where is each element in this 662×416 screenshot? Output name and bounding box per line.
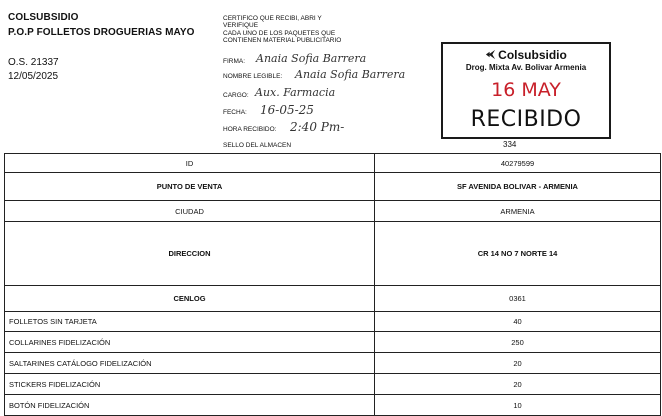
row-label: STICKERS FIDELIZACIÓN <box>5 374 375 395</box>
fecha-value: 16-05-25 <box>260 103 314 117</box>
cargo-label: CARGO: <box>223 92 249 99</box>
row-value: 40 <box>375 312 661 332</box>
table-row <box>5 374 661 395</box>
row-label: PUNTO DE VENTA <box>5 173 375 201</box>
row-label: FOLLETOS SIN TARJETA <box>5 312 375 332</box>
delivery-table <box>4 153 661 416</box>
row-label: DIRECCION <box>5 222 375 286</box>
table-row <box>5 353 661 374</box>
firma-label: FIRMA: <box>223 58 246 65</box>
hora-label: HORA RECIBIDO: <box>223 126 277 133</box>
row-label: BOTÓN FIDELIZACIÓN <box>5 395 375 416</box>
campaign-title: P.O.P FOLLETOS DROGUERIAS MAYO <box>8 27 195 38</box>
table-row <box>5 312 661 332</box>
certification-line: CADA UNO DE LOS PAQUETES QUE <box>223 29 336 37</box>
document-date: 12/05/2025 <box>8 71 59 82</box>
table-row <box>5 222 661 286</box>
firma-value: Anaia Sofia Barrera <box>256 52 367 65</box>
table-row <box>5 173 661 201</box>
stamp-received: RECIBIDO <box>470 107 582 132</box>
colsubsidio-logo-icon <box>485 49 496 60</box>
row-value: SF AVENIDA BOLIVAR - ARMENIA <box>375 173 661 201</box>
row-label: ID <box>5 154 375 173</box>
hora-value: 2:40 Pm- <box>290 120 345 134</box>
received-stamp <box>441 42 611 139</box>
certification-line: VERIFIQUE <box>223 22 259 30</box>
company-name: COLSUBSIDIO <box>8 12 79 23</box>
nombre-label: NOMBRE LEGIBLE: <box>223 73 283 80</box>
row-label: CIUDAD <box>5 201 375 222</box>
cargo-value: Aux. Farmacia <box>255 86 336 99</box>
certification-line: CERTIFICO QUE RECIBI, ABRI Y <box>223 15 322 22</box>
table-row <box>5 395 661 416</box>
table-row <box>5 332 661 353</box>
row-label: CENLOG <box>5 286 375 312</box>
table-row <box>5 154 661 173</box>
row-value: 250 <box>375 332 661 353</box>
row-label: SALTARINES CATÁLOGO FIDELIZACIÓN <box>5 353 375 374</box>
fecha-label: FECHA: <box>223 109 247 116</box>
row-value: 40279599 <box>375 154 661 173</box>
box-number: 334 <box>503 140 517 149</box>
stamp-subtitle: Drog. Mixta Av. Bolivar Armenia <box>465 63 587 72</box>
row-value: ARMENIA <box>375 201 661 222</box>
row-value: 20 <box>375 374 661 395</box>
table-row <box>5 286 661 312</box>
order-number: O.S. 21337 <box>8 57 59 68</box>
stamp-date: 16 MAY <box>491 79 561 101</box>
row-value: 0361 <box>375 286 661 312</box>
row-label: COLLARINES FIDELIZACIÓN <box>5 332 375 353</box>
row-value: 20 <box>375 353 661 374</box>
nombre-value: Anaia Sofia Barrera <box>295 68 406 81</box>
table-row <box>5 201 661 222</box>
stamp-title: Colsubsidio <box>498 48 567 62</box>
row-value: 10 <box>375 395 661 416</box>
row-value: CR 14 NO 7 NORTE 14 <box>375 222 661 286</box>
sello-label: SELLO DEL ALMACEN <box>223 142 292 149</box>
certification-line: CONTIENEN MATERIAL PUBLICITARIO <box>223 37 342 45</box>
stamp-brand <box>443 48 609 62</box>
certification-text <box>223 15 393 45</box>
